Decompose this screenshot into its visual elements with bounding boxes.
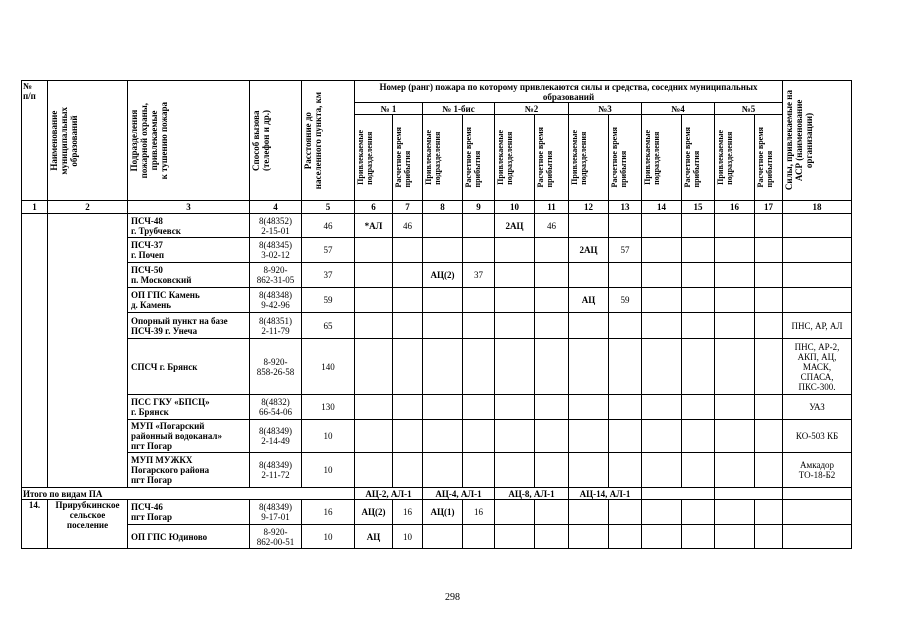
unit-name: Опорный пункт на базе ПСЧ-39 г. Унеча <box>128 313 250 339</box>
rank2-time <box>535 525 569 549</box>
rank1bis-units <box>423 420 463 453</box>
col-num: 12 <box>569 201 609 214</box>
header-rank: Номер (ранг) пожара по которому привлекаются силы и средства, соседних муниципальных образований <box>355 81 783 103</box>
totals-rank1: АЦ-2, АЛ-1 <box>355 488 423 500</box>
sub-units: Привлекаемые подразделения <box>569 115 609 201</box>
rank1-time <box>393 263 423 288</box>
rank-5: №5 <box>715 103 783 115</box>
col-num: 13 <box>609 201 642 214</box>
rank1bis-units <box>423 453 463 488</box>
rank2-units <box>495 263 535 288</box>
table-row <box>22 453 852 488</box>
rank2-units <box>495 288 535 313</box>
rank2-units <box>495 525 535 549</box>
rank4-units <box>642 420 682 453</box>
rank5-time <box>755 395 783 420</box>
unit-name: МУП МУЖКХ Погарского района пгт Погар <box>128 453 250 488</box>
rank3-time <box>609 214 642 238</box>
table-row <box>22 238 852 263</box>
rank5-units <box>715 238 755 263</box>
rank5-units <box>715 214 755 238</box>
header-municipality: Наименование муниципальных образований <box>48 81 128 201</box>
asr-forces: ПНС, АР-2, АКП, АЦ, МАСК, СПАСА, ПКС-300. <box>783 339 852 395</box>
rank3-time <box>609 263 642 288</box>
distance: 130 <box>302 395 355 420</box>
rank4-units <box>642 214 682 238</box>
rank1-time <box>393 453 423 488</box>
rank2-time <box>535 395 569 420</box>
rank1bis-time <box>463 395 495 420</box>
sub-time: Расчетное время прибытия <box>535 115 569 201</box>
asr-forces: ПНС, АР, АЛ <box>783 313 852 339</box>
rank1bis-units <box>423 313 463 339</box>
distance: 10 <box>302 453 355 488</box>
distance: 140 <box>302 339 355 395</box>
unit-name: ПСЧ-46 пгт Погар <box>128 500 250 525</box>
rank2-time <box>535 453 569 488</box>
rank1-units: *АЛ <box>355 214 393 238</box>
rank1-units <box>355 339 393 395</box>
col-num: 16 <box>715 201 755 214</box>
rank1bis-time <box>463 453 495 488</box>
rank1bis-units <box>423 214 463 238</box>
col-num: 3 <box>128 201 250 214</box>
unit-name: ОП ГПС Камень д. Камень <box>128 288 250 313</box>
empty-no-cell <box>22 214 48 488</box>
rank-3: №3 <box>569 103 642 115</box>
rank1-time: 10 <box>393 525 423 549</box>
rank2-time <box>535 238 569 263</box>
rank1-time: 46 <box>393 214 423 238</box>
rank2-time <box>535 500 569 525</box>
asr-forces <box>783 214 852 238</box>
rank1-time <box>393 420 423 453</box>
rank5-units <box>715 263 755 288</box>
rank5-units <box>715 288 755 313</box>
sub-time: Расчетное время прибытия <box>463 115 495 201</box>
rank4-units <box>642 238 682 263</box>
sub-units: Привлекаемые подразделения <box>423 115 463 201</box>
rank5-time <box>755 453 783 488</box>
distance: 37 <box>302 263 355 288</box>
rank1-units <box>355 288 393 313</box>
col-num: 2 <box>48 201 128 214</box>
rank1bis-time: 37 <box>463 263 495 288</box>
rank5-units <box>715 420 755 453</box>
rank5-time <box>755 420 783 453</box>
rank3-units <box>569 313 609 339</box>
totals-rank4 <box>642 488 715 500</box>
rank2-units: 2АЦ <box>495 214 535 238</box>
call-method: 8(4832) 66-54-06 <box>250 395 302 420</box>
asr-forces: Амкадор ТО-18-Б2 <box>783 453 852 488</box>
rank4-units <box>642 339 682 395</box>
rank1bis-time <box>463 525 495 549</box>
rank3-time <box>609 339 642 395</box>
call-method: 8(48349) 9-17-01 <box>250 500 302 525</box>
rank1-units: АЦ <box>355 525 393 549</box>
table-row <box>22 525 852 549</box>
rank5-units <box>715 525 755 549</box>
table-row <box>22 420 852 453</box>
rank2-units <box>495 395 535 420</box>
rank-2: №2 <box>495 103 569 115</box>
rank1bis-time <box>463 339 495 395</box>
rank3-time <box>609 453 642 488</box>
rank1bis-units <box>423 238 463 263</box>
col-num: 5 <box>302 201 355 214</box>
col-num: 10 <box>495 201 535 214</box>
rank1-time <box>393 288 423 313</box>
table-row <box>22 395 852 420</box>
rank1-units <box>355 420 393 453</box>
call-method: 8(48352) 2-15-01 <box>250 214 302 238</box>
rank1-time: 16 <box>393 500 423 525</box>
rank3-time: 59 <box>609 288 642 313</box>
table-row <box>22 339 852 395</box>
rank1-time <box>393 313 423 339</box>
call-method: 8-920- 862-00-51 <box>250 525 302 549</box>
column-number-row <box>22 201 852 214</box>
rank2-time: 46 <box>535 214 569 238</box>
col-num: 11 <box>535 201 569 214</box>
totals-label: Итого по видам ПА <box>22 488 355 500</box>
rank1bis-time <box>463 238 495 263</box>
sub-units: Привлекаемые подразделения <box>715 115 755 201</box>
asr-forces: УАЗ <box>783 395 852 420</box>
header-distance: Расстояние до населенного пункта, км <box>302 81 355 201</box>
sub-units: Привлекаемые подразделения <box>355 115 393 201</box>
unit-name: СПСЧ г. Брянск <box>128 339 250 395</box>
rank3-time <box>609 395 642 420</box>
rank1-time <box>393 339 423 395</box>
page-number: 298 <box>445 592 460 603</box>
rank4-units <box>642 453 682 488</box>
col-num: 17 <box>755 201 783 214</box>
rank2-time <box>535 420 569 453</box>
rank1-units <box>355 453 393 488</box>
col-num: 1 <box>22 201 48 214</box>
totals-rank2: АЦ-8, АЛ-1 <box>495 488 569 500</box>
rank4-time <box>682 453 715 488</box>
rank2-units <box>495 313 535 339</box>
totals-asr <box>783 488 852 500</box>
distance: 59 <box>302 288 355 313</box>
rank1bis-time <box>463 313 495 339</box>
col-num: 15 <box>682 201 715 214</box>
rank4-time <box>682 313 715 339</box>
rank3-units <box>569 214 609 238</box>
rank5-time <box>755 288 783 313</box>
rank5-units <box>715 339 755 395</box>
sub-time: Расчетное время прибытия <box>682 115 715 201</box>
rank1bis-units <box>423 525 463 549</box>
rank4-time <box>682 395 715 420</box>
rank3-time: 57 <box>609 238 642 263</box>
rank1-units: АЦ(2) <box>355 500 393 525</box>
rank1bis-time <box>463 288 495 313</box>
fire-forces-table <box>21 80 852 549</box>
rank4-time <box>682 263 715 288</box>
rank1bis-units <box>423 288 463 313</box>
rank4-time <box>682 339 715 395</box>
rank1-units <box>355 313 393 339</box>
col-num: 6 <box>355 201 393 214</box>
header-call-method: Способ вызова (телефон и др.) <box>250 81 302 201</box>
rank4-units <box>642 525 682 549</box>
col-num: 14 <box>642 201 682 214</box>
table-row <box>22 214 852 238</box>
rank3-time <box>609 525 642 549</box>
call-method: 8-920- 858-26-58 <box>250 339 302 395</box>
rank4-units <box>642 263 682 288</box>
call-method: 8(48349) 2-11-72 <box>250 453 302 488</box>
rank3-time <box>609 313 642 339</box>
rank4-time <box>682 214 715 238</box>
asr-forces <box>783 288 852 313</box>
rank5-time <box>755 525 783 549</box>
table-row <box>22 313 852 339</box>
rank4-units <box>642 395 682 420</box>
totals-rank3: АЦ-14, АЛ-1 <box>569 488 642 500</box>
table-row <box>22 500 852 525</box>
rank5-time <box>755 339 783 395</box>
rank1-units <box>355 238 393 263</box>
rank5-time <box>755 313 783 339</box>
rank2-units <box>495 339 535 395</box>
rank1bis-units <box>423 339 463 395</box>
empty-municipality-cell <box>48 214 128 488</box>
rank2-units <box>495 238 535 263</box>
rank1-time <box>393 395 423 420</box>
distance: 65 <box>302 313 355 339</box>
rank4-time <box>682 420 715 453</box>
asr-forces <box>783 238 852 263</box>
rank3-units <box>569 525 609 549</box>
sub-time: Расчетное время прибытия <box>609 115 642 201</box>
rank4-time <box>682 525 715 549</box>
distance: 46 <box>302 214 355 238</box>
rank1bis-units <box>423 395 463 420</box>
rank2-time <box>535 339 569 395</box>
rank2-units <box>495 500 535 525</box>
rank5-units <box>715 500 755 525</box>
unit-name: МУП «Погарский районный водоканал» пгт Погар <box>128 420 250 453</box>
col-num: 9 <box>463 201 495 214</box>
rank1bis-units: АЦ(1) <box>423 500 463 525</box>
rank3-units <box>569 420 609 453</box>
rank4-time <box>682 500 715 525</box>
table-row <box>22 263 852 288</box>
header-no: № п/п <box>22 81 48 201</box>
rank5-time <box>755 263 783 288</box>
rank1bis-time <box>463 420 495 453</box>
sub-units: Привлекаемые подразделения <box>495 115 535 201</box>
rank1bis-time: 16 <box>463 500 495 525</box>
rank1-time <box>393 238 423 263</box>
rank5-time <box>755 500 783 525</box>
rank3-units: 2АЦ <box>569 238 609 263</box>
rank1-units <box>355 263 393 288</box>
call-method: 8(48351) 2-11-79 <box>250 313 302 339</box>
rank5-units <box>715 453 755 488</box>
rank-1-bis: № 1-бис <box>423 103 495 115</box>
call-method: 8-920- 862-31-05 <box>250 263 302 288</box>
rank5-time <box>755 238 783 263</box>
rank4-units <box>642 288 682 313</box>
sub-units: Привлекаемые подразделения <box>642 115 682 201</box>
table-row <box>22 288 852 313</box>
col-num: 8 <box>423 201 463 214</box>
rank3-units <box>569 395 609 420</box>
header-units: Подразделения пожарной охраны, привлекаемые к тушению пожара <box>128 81 250 201</box>
rank3-units: АЦ <box>569 288 609 313</box>
col-num: 7 <box>393 201 423 214</box>
rank4-time <box>682 238 715 263</box>
call-method: 8(48345) 3-02-12 <box>250 238 302 263</box>
unit-name: ПСЧ-48 г. Трубчевск <box>128 214 250 238</box>
distance: 57 <box>302 238 355 263</box>
rank3-units <box>569 453 609 488</box>
rank1bis-units: АЦ(2) <box>423 263 463 288</box>
asr-forces <box>783 500 852 525</box>
rank-1: № 1 <box>355 103 423 115</box>
sub-time: Расчетное время прибытия <box>755 115 783 201</box>
sub-time: Расчетное время прибытия <box>393 115 423 201</box>
municipality-name: Прирубкинское сельское поселение <box>48 500 128 549</box>
rank2-units <box>495 453 535 488</box>
rank1-units <box>355 395 393 420</box>
asr-forces: КО-503 КБ <box>783 420 852 453</box>
rank2-time <box>535 313 569 339</box>
rank3-time <box>609 500 642 525</box>
asr-forces <box>783 525 852 549</box>
rank2-time <box>535 288 569 313</box>
unit-name: ПСЧ-50 п. Московский <box>128 263 250 288</box>
distance: 10 <box>302 420 355 453</box>
call-method: 8(48348) 9-42-96 <box>250 288 302 313</box>
rank3-units <box>569 263 609 288</box>
totals-rank5 <box>715 488 783 500</box>
rank1bis-time <box>463 214 495 238</box>
unit-name: ПСС ГКУ «БПСЦ» г. Брянск <box>128 395 250 420</box>
call-method: 8(48349) 2-14-49 <box>250 420 302 453</box>
rank2-time <box>535 263 569 288</box>
col-num: 4 <box>250 201 302 214</box>
unit-name: ПСЧ-37 г. Почеп <box>128 238 250 263</box>
totals-rank1bis: АЦ-4, АЛ-1 <box>423 488 495 500</box>
col-num: 18 <box>783 201 852 214</box>
unit-name: ОП ГПС Юдиново <box>128 525 250 549</box>
distance: 16 <box>302 500 355 525</box>
rank3-units <box>569 339 609 395</box>
rank5-time <box>755 214 783 238</box>
rank-4: №4 <box>642 103 715 115</box>
rank2-units <box>495 420 535 453</box>
totals-row <box>22 488 852 500</box>
rank5-units <box>715 313 755 339</box>
rank4-units <box>642 313 682 339</box>
rank4-units <box>642 500 682 525</box>
rank4-time <box>682 288 715 313</box>
header-asr: Силы, привлекаемые на АСР (наименование организации) <box>783 81 852 201</box>
distance: 10 <box>302 525 355 549</box>
rank3-units <box>569 500 609 525</box>
rank5-units <box>715 395 755 420</box>
section-number: 14. <box>22 500 48 549</box>
asr-forces <box>783 263 852 288</box>
rank3-time <box>609 420 642 453</box>
